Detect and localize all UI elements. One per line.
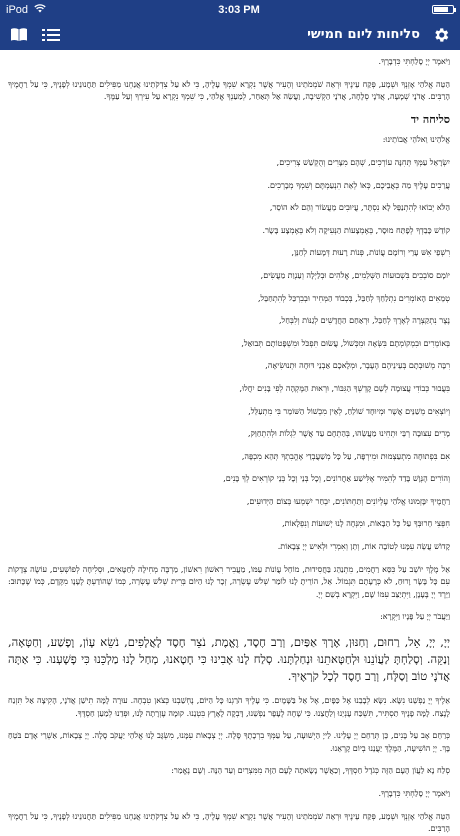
- poem-line: הַלֹּא יְבוֹאוּ לְהִתְנַפֵּל לָא נִסְתָּר, עֲיוּבִים מֵעֲשׂוֹר וְהֵם לֹא הוֹסֵר,: [269, 203, 450, 213]
- paragraph: אֵלֶיךָ יְיָ נַפְשֵׁנוּ נִשָּׂא. נִשָּׂא לְבָבֵנוּ אֶל כַּפָּיִם, אֶל אֵל בַּשָּׁמָיִם. כִּי עָלֶיךָ הֹרַגְנוּ כָּל הַיּוֹם, נֶחְשַׁבְנוּ כְּצֹאן טִבְחָה. עוּרָה לָמָּה תִישַׁן אֲדֹנָי, הָקִיצָה אַל תִּזְנַח לָנֶצַח. לָמָּה פָנֶיךָ תַסְתִּיר, תִּשְׁכַּח עָנְיֵנוּ וְלַחֲצֵנוּ. כִּי שָׁחָה לֶעָפָר נַפְשֵׁנוּ, דָּבְקָה לָאָרֶץ בִּטְנֵנוּ. קוּמָה עֶזְרָתָה לָּנוּ, וּפְדֵנוּ לְמַעַן חַסְדֶּךָ.: [8, 696, 450, 718]
- poem-line: וְיוֹצְאִים מְשַׁנֵּים אֲשֶׁר וּמְיוּחָד שׁוֹלֵחַ, לְאֵין מִכְשׁוֹל הַשּׁוֹמֵר בִּי מִתְעַלֵּל,: [248, 406, 450, 416]
- verse-reference: וַיַּעֲבֹר יְיָ עַל פָּנָיו וַיִּקְרָא:: [380, 612, 450, 622]
- poem-line: נֶצֶר נִתְקַצְרָה לְאֶרֶךְ לְחַבֵּל, וּרְאַחַם הַחֲדָשִׁים לְגַנּוֹת וְלִבְּחַל,: [278, 316, 450, 326]
- poem-line: אֱלֹהֵינוּ וֵאלֹהֵי אֲבוֹתֵינוּ:: [382, 135, 450, 145]
- paragraph: כְּרַחֵם אָב עַל בָּנִים, כֵּן תְּרַחֵם יְיָ עָלֵינוּ. לַייָ הַיְשׁוּעָה, עַל עַמְּךָ בִרְכָתֶךָ סֶּלָה. יְיָ צְבָאוֹת עִמָּנוּ, מִשְׂגָּב לָנוּ אֱלֹהֵי יַעֲקֹב סֶלָה. יְיָ צְבָאוֹת, אַשְׁרֵי אָדָם בֹּטֵחַ בָּךְ. יְיָ הוֹשִׁיעָה, הַמֶּלֶךְ יַעֲנֵנוּ בְיוֹם קָרְאֵנוּ.: [8, 731, 450, 753]
- page-title: סליחות ליום חמישי: [307, 27, 420, 42]
- poem-line: רַחֲמֶיךָ יִבָּזְמוּנוּ אֱלֹהַי עֶלְיוֹנִים וְתַחְתּוֹנִים, יִבְחַר יִשְׁמְעוּ בְּצוֹם הַיְּדוּעִים,: [246, 496, 450, 506]
- status-time: 3:03 PM: [218, 3, 260, 16]
- poem-line: בְּאוֹמְרִים וּבִמְקוֹמְתָם בִּשְּׂאָה וּמִכְּשׁוֹל, עֲשׂוּם תִּפְכֹּל וּמִשְׁפָּטוֹתָם תְּבוּאַל,: [241, 338, 450, 348]
- carrier-label: iPod: [6, 3, 29, 16]
- poem-line: בִּעֲבוּר כְּבוֹדִי עֲצוּמָה לְשֵׁם קָדְשְׁךָ הַגִּבּוֹר, וּרְאוּת הַמֶּקְהָה לְפִי בָּנִים יִחֲלוּ,: [239, 383, 450, 393]
- poem-line: יִשְׂרָאֵל עַמְּךָ תְּחִנָּה עוֹרְכִים, שְׁהֶם מִצָּרִים וְהֻקְשַׁשׁ צְרִיכִים,: [276, 157, 450, 167]
- navigation-bar: [0, 19, 460, 50]
- poem-line: קוֹדֵשׁ כָּבֵדְךָ לְפָתֵּח מוּסָר, בְּאֶמְצָעוֹת הַנְּעִיקָה וְלֹא בְּאֶמְצָע בָּשָׂר.: [262, 225, 450, 235]
- status-bar: [0, 0, 460, 19]
- poem-line: רִשְׁפֵי אִשּׁ עָרֵי וְרוֹמָם עֲוֹנוֹת, פְּנוֹת רָעוּת דְּמָעוֹת לְחַנֵּן,: [291, 248, 450, 258]
- section-heading: סליחה יד: [410, 112, 450, 126]
- poem-line: אִם בִּפְתוּחָה מִתְעַצְמוּת וּמִירְפָּה, עַל כָּל מְשַׁעֲבְדֵי אֶהֱבִתְךָ תְּהֵא מִכְפָּה,: [241, 451, 450, 461]
- thirteen-attributes-text: יְיָ, יְיָ, אֵל, רַחוּם, וְחַנּוּן, אֶרֶךְ אַפַּיִם, וְרַב חֶסֶד, וֶאֱמֶת, נֹצֵר חֶסֶד לָאֲלָפִים, נֹשֵׂא עָוֹן, וָפֶשַׁע, וְחַטָּאָה, וְנַקֵּה. וְסָלַחְתָּ לַעֲוֹנֵנוּ וּלְחַטָּאתֵנוּ וּנְחַלְתָּנוּ. סְלַח לָנוּ אָבִינוּ כִּי חָטָאנוּ, מְחַל לָנוּ מַלְכֵּנוּ כִּי פָשָׁעְנוּ. כִּי אַתָּה אֲדֹנָי טוֹב וְסַלָּח, וְרַב חֶסֶד לְכָל קֹרְאֶיךָ.: [8, 635, 450, 684]
- paragraph: סְלַח נָא לַעֲוֹן הָעָם הַזֶּה כְּגֹדֶל חַסְדֶּךָ, וְכַאֲשֶׁר נָשָׂאתָה לָעָם הַזֶּה מִמִּצְרַיִם וְעַד הֵנָּה. וְשָׁם נֶאֱמַר:: [171, 766, 450, 776]
- poem-line: טְמֵאִים הָאוֹמְרִים נִתְלַחֵךְ לְחַבֵּל, בְּכְבוֹד הַמְּחִיר וּבְבִרְכַּל לְהִתְחַבֵּל,: [257, 293, 450, 303]
- poem-line: וְהוֹרִים הֶנְּוָשׁ בָּדַד לְהִמִּיר אֶלִּישַׁע אַחֲרוֹנִים, וְכָל בְּנֵי וְכָל בְּנֵי קוֹרְאִים לְךָ בָּנִים,: [223, 474, 450, 484]
- poem-line: חִפְּצִי חֵרוּבְּךָ עַל כָּל הַבָּאוֹת, וּמִנְּחָה לָנוּ יְשׁוּעוֹת וְנִפְלָאוֹת,: [282, 519, 450, 529]
- list-icon[interactable]: [40, 24, 62, 46]
- wifi-icon: [34, 4, 46, 16]
- verse-reference: וַיֹּאמֶר יְיָ סָלַחְתִּי כִּדְבָרֶךָ.: [378, 789, 450, 798]
- poem-line: עֲרֵכִים עָלֶיךָ מַה כְּאֲבֵיכֶם, כְּאוֹ לְאֵת הִנְעַמְתֶּם וְשִׁמְךָ מְבָרְכִים.: [267, 180, 450, 190]
- battery-icon: [432, 5, 454, 14]
- verse-reference: וַיֹּאמֶר יְיָ סָלַחְתִּי כִּדְבָרֶךָ.: [378, 57, 450, 66]
- prayer-text-view[interactable]: [0, 50, 460, 834]
- poem: [8, 134, 450, 553]
- poem-line: קָדוֹשׁ עֲשֵׂה עִמָּנוּ לְטוֹבָה אוֹת, וְתֵן וְאִמְרִי וּלְאִיש יְיָ צְבָאוֹת.: [277, 542, 450, 552]
- gear-icon[interactable]: [430, 24, 452, 46]
- poem-line: רִבָּה מְשׁוּבְתָם בְּעֵינֵיהֶם הֶעָבֶר, וּמְלָאכָם אַבְנֵי דּוּחָה וּתְנוּשִׂיאָה,: [265, 361, 450, 371]
- book-icon[interactable]: [8, 24, 30, 46]
- paragraph: הַטֵּה אֱלֹהַי אָזְנְךָ וּשְׁמָע, פְּקַח עֵינֶיךָ וּרְאֵה שֹׁמְמֹתֵינוּ וְהָעִיר אֲשֶׁר נִקְרָא שִׁמְךָ עָלֶיהָ, כִּי לֹא עַל צִדְקֹתֵינוּ אֲנַחְנוּ מַפִּילִים תַּחֲנוּנֵינוּ לְפָנֶיךָ, כִּי עַל רַחֲמֶיךָ הָרַבִּים. אֲדֹנָי שְׁמָעָה, אֲדֹנָי סְלָחָה, אֲדֹנָי הַקְשִׁיבָה, וַעֲשֵׂה אַל תְּאַחַר, לְמַעַנְךָ אֱלֹהַי, כִּי שִׁמְךָ נִקְרָא עַל עִירְךָ וְעַל עַמֶּךָ.: [8, 79, 450, 102]
- poem-line: יוֹמָם סוֹבְבִים בִּשְׁבוּעוֹת הַשְּׁלֵמִים, אֱלֹהִים וּבְלַיְלָה וְעַנְוַת מַעֲשִׂים,: [260, 270, 450, 280]
- paragraph: אֵל מֶלֶךְ יוֹשֵׁב עַל כִּסֵּא רַחֲמִים, מִתְנַהֵג בַּחֲסִידוּת, מוֹחֵל עֲוֹנוֹת עַמּוֹ, מַעֲבִיר רִאשׁוֹן רִאשׁוֹן, מַרְבֶּה מְחִילָה לְחַטָּאִים, וּסְלִיחָה לְפוֹשְׁעִים, עוֹשֶׂה צְדָקוֹת עִם כָּל בָּשָׂר וָרוּחַ, לֹא כְּרָעָתָם תִּגְמוֹל. אֵל, הוֹרֵיתָ לָנוּ לוֹמַר שְׁלֹשׁ עֶשְׂרֵה, זְכָר לָנוּ הַיּוֹם בְּרִית שְׁלֹשׁ עֶשְׂרֵה, כְּמוֹ שֶׁהוֹדַעְתָּ לֶעָנָו מִקֶּדֶם, כְּמוֹ שֶׁכָּתוּב: וַיֵּרֶד יְיָ בֶּעָנָן, וַיִּתְיַצֵּב עִמּוֹ שָׁם, וַיִּקְרָא בְשֵׁם יְיָ.: [8, 564, 451, 599]
- paragraph: הַטֵּה אֱלֹהַי אָזְנְךָ וּשְׁמָע, פְּקַח עֵינֶיךָ וּרְאֵה שֹׁמְמֹתֵינוּ וְהָעִיר אֲשֶׁר נִקְרָא שִׁמְךָ עָלֶיהָ, כִּי לֹא עַל צִדְקֹתֵינוּ אֲנַחְנוּ מַפִּילִים תַּחֲנוּנֵינוּ לְפָנֶיךָ, כִּי עַל רַחֲמֶיךָ הָרַבִּים.: [8, 811, 450, 834]
- poem-line: מָרִים עִצּוּבָה רְבֵּי וּתְחִינוּ מַעֲשֵׂהוּ, בְּהַתְחָם עַד אֲשֶׁר לִגְלוֹת וּלְהִתְחַוֵּק,: [247, 429, 450, 439]
